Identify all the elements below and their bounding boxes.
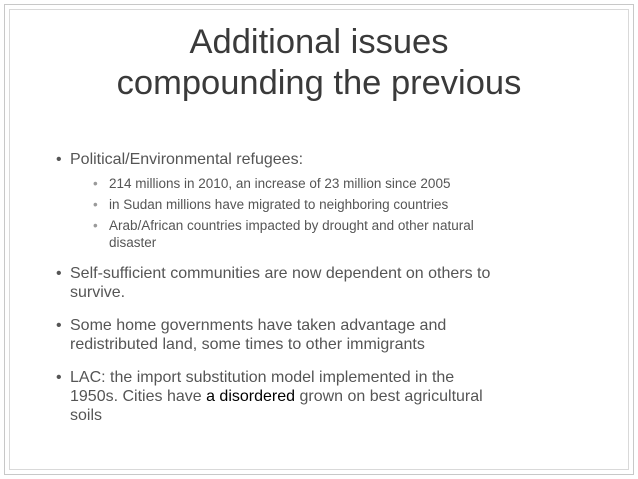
bullet-self-sufficient: [56, 264, 491, 302]
bullet-text-line-1: LAC: the import substitution model implemented in the: [70, 369, 455, 386]
title-line-1: Additional issues: [189, 23, 449, 61]
bullet-text-line-2: redistributed land, some times to other immigrants: [70, 336, 425, 353]
bullet-text-line-3: soils: [70, 407, 103, 424]
bullet-icon: •: [56, 151, 62, 168]
sub-bullet-text-line-2: disaster: [109, 235, 157, 250]
bullet-political-refugees: [56, 150, 304, 169]
sub-bullet-text: 214 millions in 2010, an increase of 23 million since 2005: [109, 176, 451, 191]
bullet-icon: •: [56, 317, 62, 334]
bullet-text-line-2: survive.: [70, 284, 126, 301]
sub-bullet-icon: •: [93, 176, 98, 191]
highlighted-phrase: a disordered: [206, 388, 296, 405]
bullet-home-governments: [56, 316, 447, 354]
bullet-text: Political/Environmental refugees:: [70, 151, 304, 168]
sub-bullet-refugee-count: [93, 175, 451, 192]
sub-bullet-icon: •: [93, 197, 98, 212]
bullet-icon: •: [56, 265, 62, 282]
title-line-2: compounding the previous: [116, 64, 522, 102]
bullet-text-line-2-post: grown on best agricultural: [295, 388, 483, 405]
sub-bullet-text: in Sudan millions have migrated to neighboring countries: [109, 197, 449, 212]
bullet-text-line-1: Self-sufficient communities are now dependent on others to: [70, 265, 491, 282]
bullet-icon: •: [56, 369, 62, 386]
bullet-text-line-2: [70, 387, 483, 406]
bullet-lac: [56, 368, 483, 425]
sub-bullet-icon: •: [93, 218, 98, 233]
sub-bullet-sudan: [93, 196, 449, 213]
sub-bullet-arab-african: [93, 217, 474, 251]
bullet-text-line-1: Some home governments have taken advantage and: [70, 317, 447, 334]
bullet-text-line-2-pre: 1950s. Cities have: [70, 388, 207, 405]
sub-bullet-text-line-1: Arab/African countries impacted by drought and other natural: [109, 218, 474, 233]
